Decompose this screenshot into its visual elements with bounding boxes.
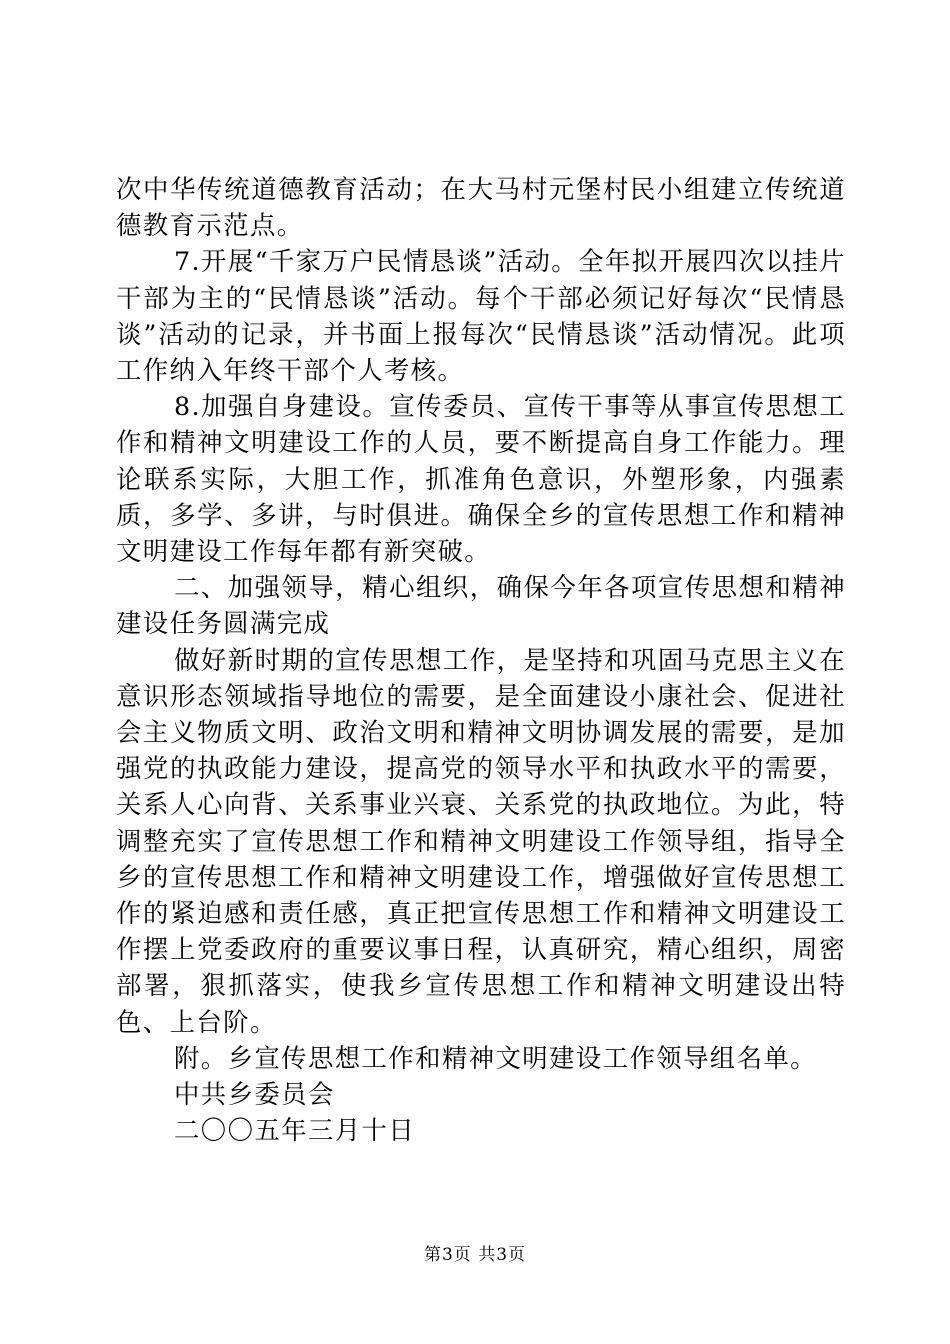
document-body bbox=[116, 171, 846, 1148]
signature-organization: 中共乡委员会 bbox=[174, 1079, 335, 1110]
paragraph-continuation: 次中华传统道德教育活动；在大马村元堡村民小组建立传统道德教育示范点。 bbox=[116, 174, 846, 241]
paragraph-section-2-body: 做好新时期的宣传思想工作，是坚持和巩固马克思主义在意识形态领域指导地位的需要，是全面建设小康社会、促进社会主义物质文明、政治文明和精神文明协调发展的需要，是加强党的执政能力建设，提高党的领导水平和执政水平的需要，关系人心向背、关系事业兴衰、关系党的执政地位。为此，特调整充实了宣传思想工作和精神文明建设工作领导组，指导全乡的宣传思想工作和精神文明建设工作，增强做好宣传思想工作的紧迫感和责任感，真正把宣传思想工作和精神文明建设工作摆上党委政府的重要议事日程，认真研究，精心组织，周密部署，狠抓落实，使我乡宣传思想工作和精神文明建设出特色、上台阶。 bbox=[116, 644, 846, 1037]
paragraph-item-7: 7.开展“千家万户民情恳谈”活动。全年拟开展四次以挂片干部为主的“民情恳谈”活动。每个干部必须记好每次“民情恳谈”活动的记录，并书面上报每次“民情恳谈”活动情况。此项工作纳入年终干部个人考核。 bbox=[116, 246, 846, 386]
section-heading-2: 二、加强领导，精心组织，确保今年各项宣传思想和精神建设任务圆满完成 bbox=[116, 572, 846, 639]
paragraph-item-8: 8.加强自身建设。宣传委员、宣传干事等从事宣传思想工作和精神文明建设工作的人员，要不断提高自身工作能力。理论联系实际，大胆工作，抓准角色意识，外塑形象，内强素质，多学、多讲，与时俱进。确保全乡的宣传思想工作和精神文明建设工作每年都有新突破。 bbox=[116, 391, 846, 567]
paragraph-attachment: 附。乡宣传思想工作和精神文明建设工作领导组名单。 bbox=[174, 1042, 817, 1073]
signature-date: 二〇〇五年三月十日 bbox=[174, 1115, 416, 1146]
page-footer: 第3页 共3页 bbox=[423, 1245, 527, 1265]
